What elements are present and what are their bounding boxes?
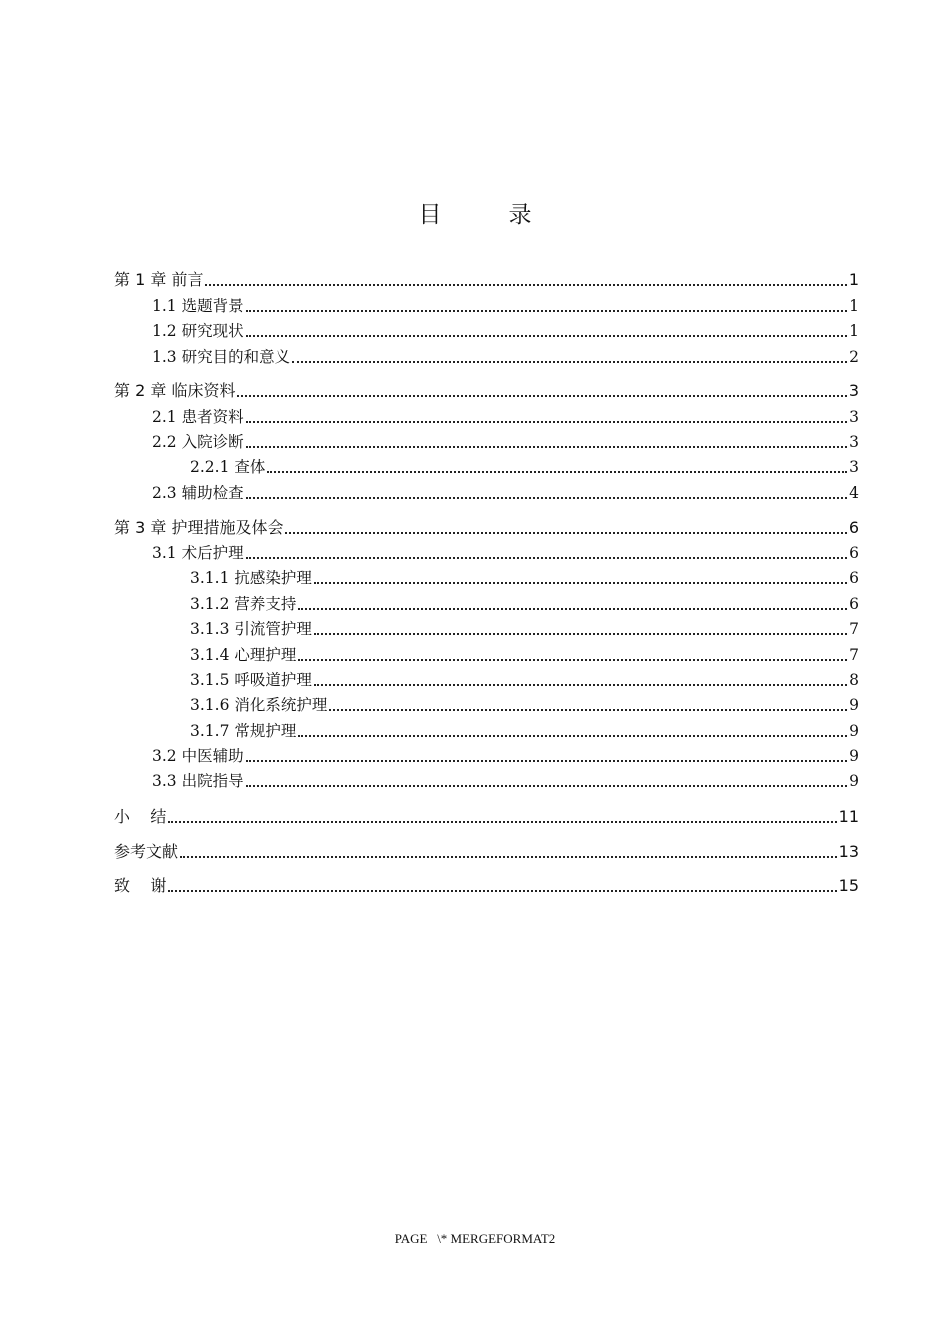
toc-entry[interactable] — [190, 643, 859, 665]
toc-entry-page: 6 — [849, 544, 859, 562]
toc-entry[interactable] — [190, 592, 859, 614]
toc-entry-label: 3.3 出院指导 — [152, 772, 244, 790]
toc-entry[interactable] — [190, 693, 859, 715]
toc-entry-label: 3.1.6 消化系统护理 — [190, 696, 328, 714]
toc-entry-page: 2 — [849, 348, 859, 366]
dot-leader — [246, 310, 848, 312]
toc-entry[interactable] — [152, 405, 859, 427]
dot-leader — [329, 709, 847, 711]
toc-entry-page: 7 — [849, 646, 859, 664]
toc-entry-label: 2.2 入院诊断 — [152, 433, 244, 451]
dot-leader — [267, 471, 847, 473]
dot-leader — [298, 608, 847, 610]
toc-entry-label: 3.1 术后护理 — [152, 544, 244, 562]
dot-leader — [246, 335, 848, 337]
toc-entry-page: 9 — [849, 696, 859, 714]
toc-entry[interactable] — [152, 769, 859, 791]
dot-leader — [314, 684, 847, 686]
toc-entry-page: 8 — [849, 671, 859, 689]
toc-entry-acknowledgements[interactable] — [114, 874, 859, 896]
toc-entry-label: 第 1 章 前言 — [114, 270, 204, 289]
toc-entry-label: 3.1.4 心理护理 — [190, 646, 297, 664]
toc-entry[interactable] — [152, 294, 859, 316]
toc-entry-label: 2.3 辅助检查 — [152, 484, 244, 502]
toc-entry[interactable] — [152, 744, 859, 766]
toc-entry[interactable] — [190, 668, 859, 690]
dot-leader — [246, 760, 848, 762]
toc-entry[interactable] — [152, 481, 859, 503]
dot-leader — [168, 890, 836, 892]
toc-entry-page: 1 — [849, 297, 859, 315]
toc-entry-page: 9 — [849, 772, 859, 790]
toc-entry-label: 第 3 章 护理措施及体会 — [114, 518, 284, 537]
toc-entry[interactable] — [152, 541, 859, 563]
toc-entry-label: 致 谢 — [114, 876, 167, 895]
toc-entry-page: 11 — [838, 807, 859, 826]
toc-entry-label: 3.1.5 呼吸道护理 — [190, 671, 312, 689]
toc-entry-label: 小 结 — [114, 807, 167, 826]
toc-entry-label: 1.1 选题背景 — [152, 297, 244, 315]
dot-leader — [314, 582, 847, 584]
toc-entry-chapter-1[interactable] — [114, 268, 859, 290]
toc-entry[interactable] — [152, 345, 859, 367]
toc-title: 目 录 — [418, 202, 554, 228]
dot-leader — [237, 395, 846, 397]
dot-leader — [205, 284, 846, 286]
toc-entry-label: 第 2 章 临床资料 — [114, 381, 236, 400]
toc-entry-chapter-3[interactable] — [114, 516, 859, 538]
toc-entry-page: 9 — [849, 747, 859, 765]
toc-entry-label: 2.2.1 查体 — [190, 458, 266, 476]
toc-entry-label: 1.3 研究目的和意义 — [152, 348, 291, 366]
toc-entry-label: 1.2 研究现状 — [152, 322, 244, 340]
dot-leader — [246, 497, 848, 499]
toc-entry[interactable] — [190, 617, 859, 639]
dot-leader — [298, 735, 847, 737]
dot-leader — [314, 633, 847, 635]
toc-entry-label: 3.1.7 常规护理 — [190, 722, 297, 740]
toc-entry-page: 6 — [849, 569, 859, 587]
toc-entry-references[interactable] — [114, 840, 859, 862]
toc-entry[interactable] — [190, 566, 859, 588]
toc-entry-summary[interactable] — [114, 805, 859, 827]
dot-leader — [180, 856, 837, 858]
toc-entry-page: 9 — [849, 722, 859, 740]
toc-entry-label: 3.1.2 营养支持 — [190, 595, 297, 613]
toc-entry-chapter-2[interactable] — [114, 379, 859, 401]
dot-leader — [246, 421, 848, 423]
dot-leader — [168, 821, 836, 823]
toc-entry[interactable] — [190, 455, 859, 477]
toc-entry-page: 3 — [849, 408, 859, 426]
toc-entry-label: 3.1.1 抗感染护理 — [190, 569, 312, 587]
toc-entry-page: 3 — [849, 433, 859, 451]
toc-entry[interactable] — [152, 430, 859, 452]
dot-leader — [298, 659, 847, 661]
dot-leader — [292, 361, 847, 363]
toc-entry-page: 15 — [838, 876, 859, 895]
toc-entry-label: 2.1 患者资料 — [152, 408, 244, 426]
toc-entry-label: 3.2 中医辅助 — [152, 747, 244, 765]
page-footer: PAGE \* MERGEFORMAT2 — [394, 1231, 556, 1246]
dot-leader — [246, 446, 848, 448]
toc-entry-page: 3 — [849, 458, 859, 476]
toc-entry[interactable] — [190, 719, 859, 741]
toc-entry-page: 1 — [849, 322, 859, 340]
toc-entry[interactable] — [152, 319, 859, 341]
toc-entry-label: 参考文献 — [114, 842, 179, 861]
toc-entry-page: 7 — [849, 620, 859, 638]
toc-entry-page: 6 — [848, 518, 859, 537]
toc-entry-page: 4 — [849, 484, 859, 502]
toc-entry-page: 3 — [848, 381, 859, 400]
dot-leader — [285, 532, 846, 534]
toc-entry-label: 3.1.3 引流管护理 — [190, 620, 312, 638]
dot-leader — [246, 785, 848, 787]
toc-entry-page: 13 — [838, 842, 859, 861]
dot-leader — [246, 557, 848, 559]
toc-entry-page: 6 — [849, 595, 859, 613]
toc-entry-page: 1 — [848, 270, 859, 289]
